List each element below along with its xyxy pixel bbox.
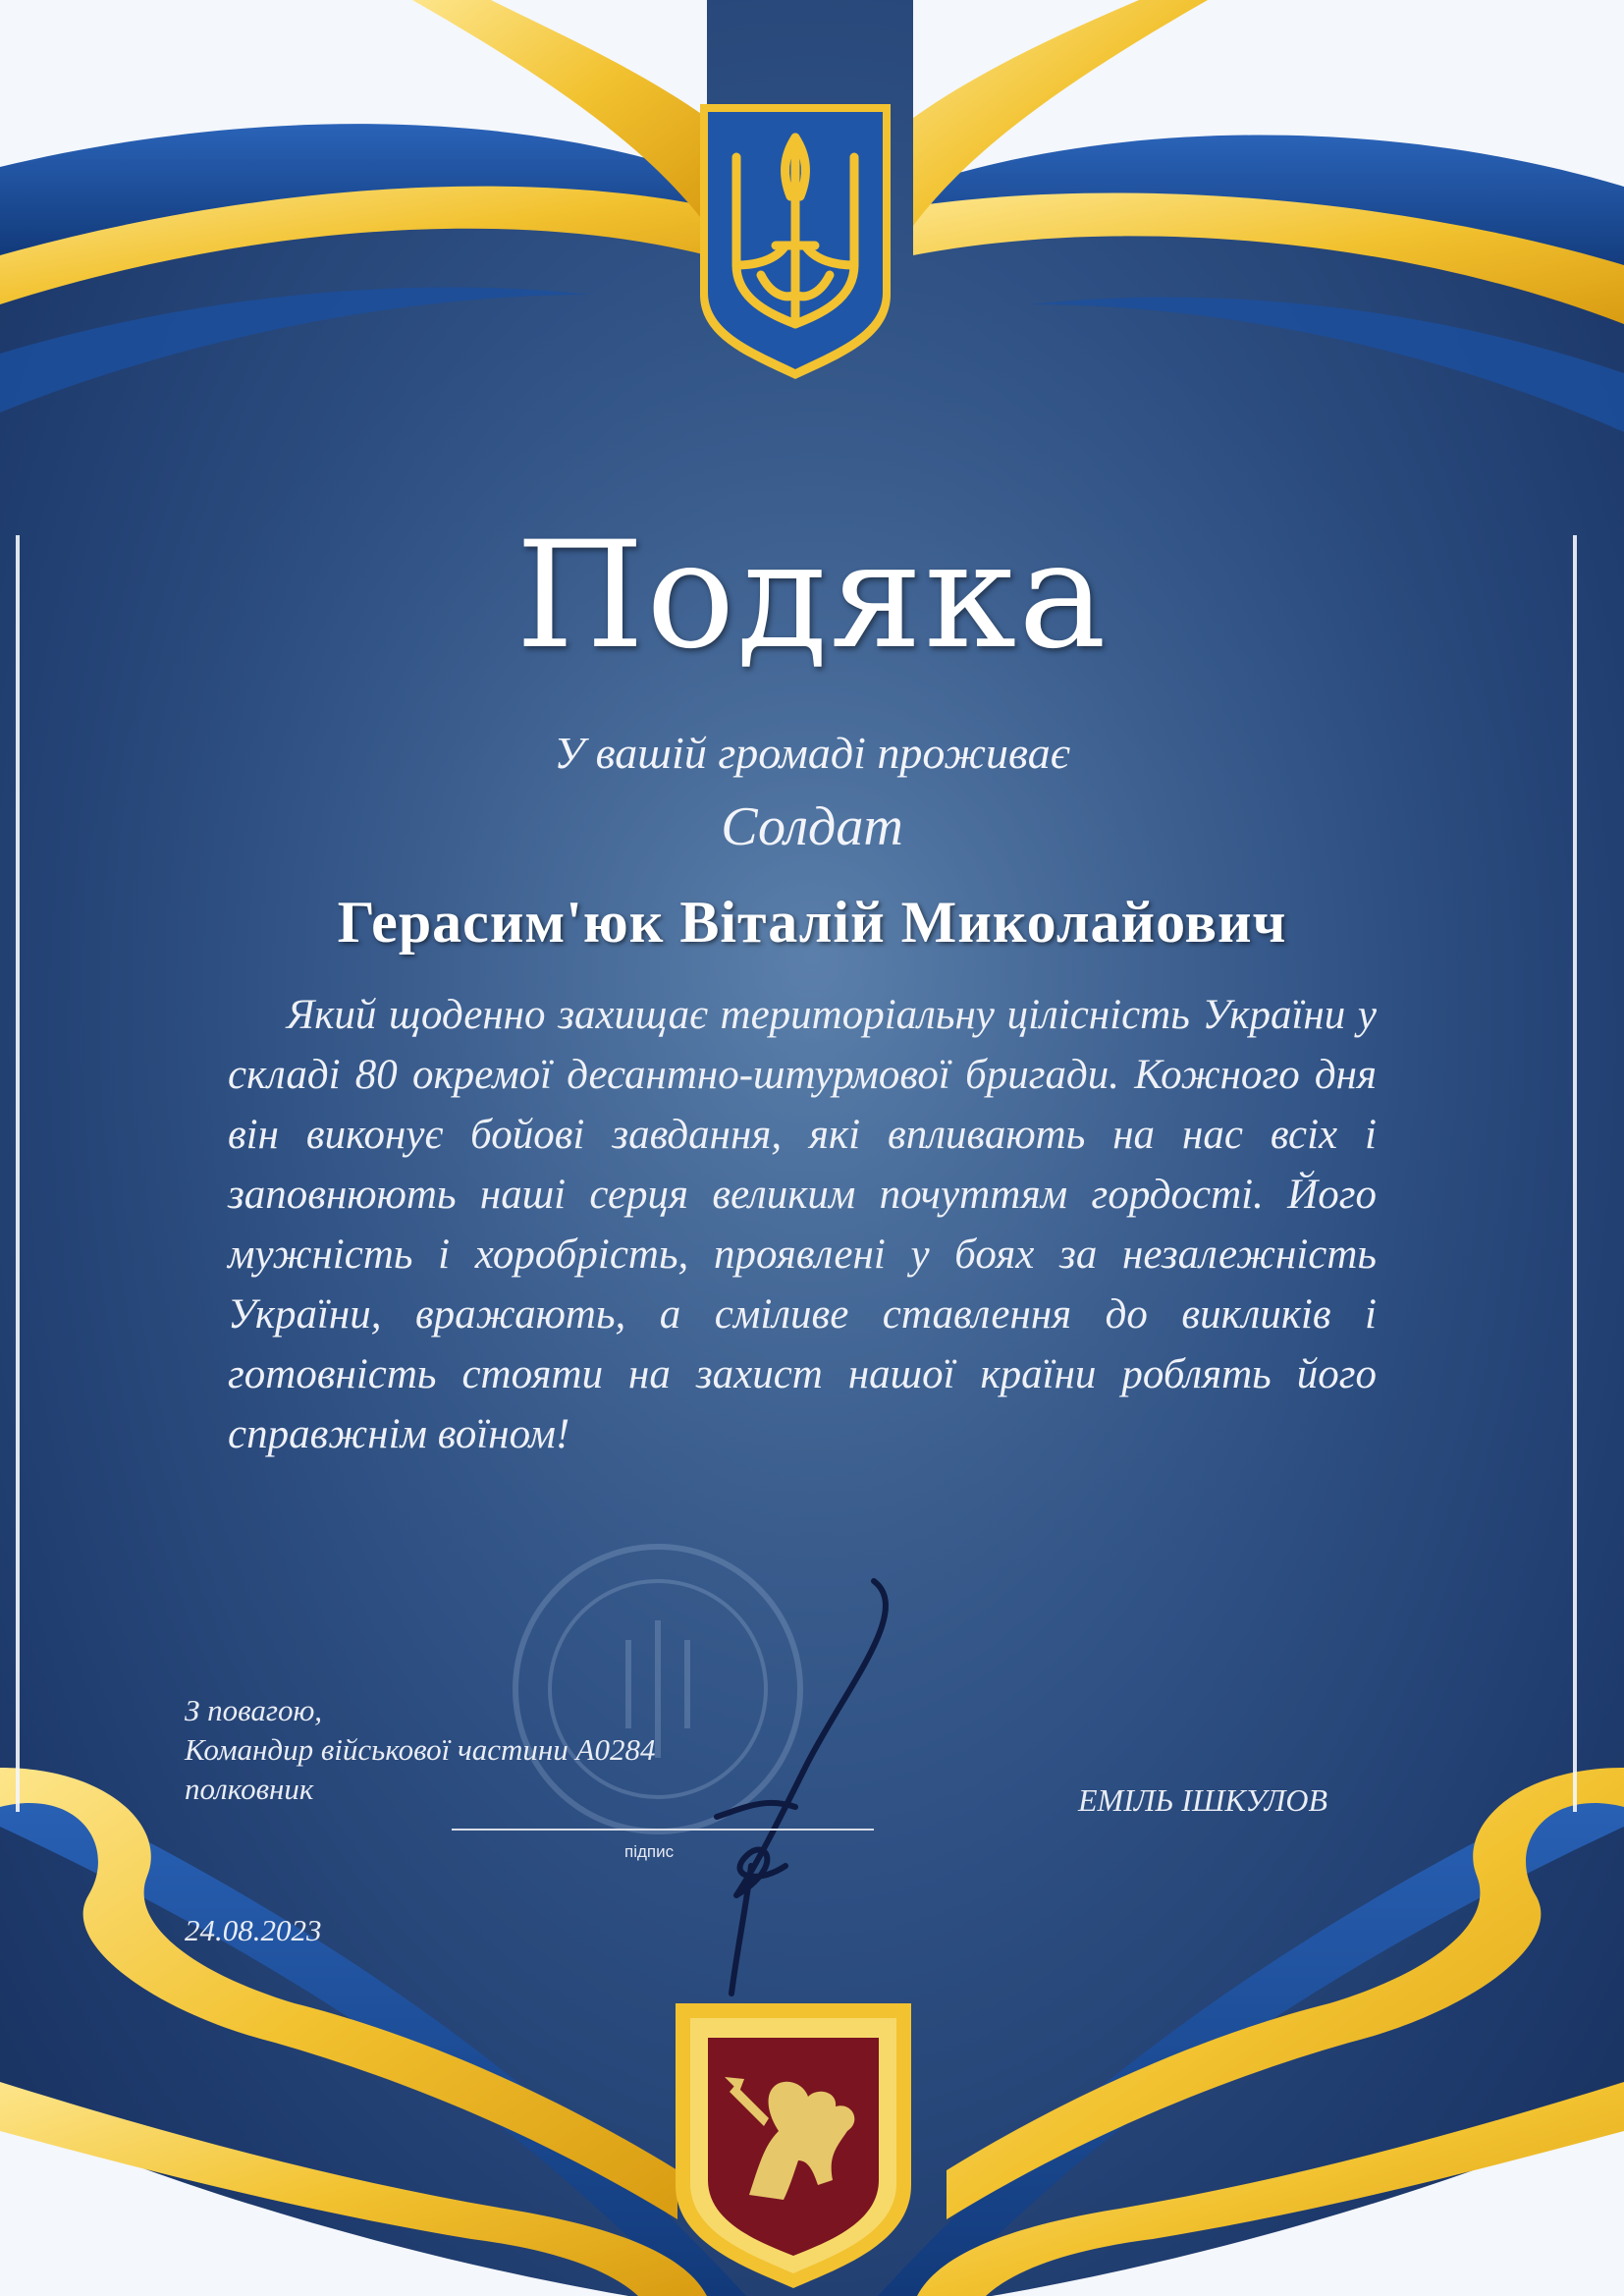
brigade-lion-emblem-icon	[671, 1998, 916, 2293]
signer-name: ЕМІЛЬ ІШКУЛОВ	[1078, 1782, 1328, 1818]
certificate-body-text: Який щоденно захищає територіальну цілісність України у складі 80 окремої десантно-штурмової бригади. Кожного дня він виконує бойові завдання, які впливають на нас всіх і заповнюють наші серця великим почуттям гордості. Його мужність і хоробрість, проявлені у боях за незалежність України, вражають, а сміливе ставлення до викликів і готовність стояти на захист нашої країни роблять його справжнім воїном!	[228, 992, 1377, 1457]
signer-rank: полковник	[185, 1772, 314, 1806]
signature-block	[185, 1691, 656, 1809]
signer-position: Командир військової частини А0284	[185, 1732, 656, 1767]
document-date: 24.08.2023	[185, 1913, 322, 1947]
signature-line	[452, 1829, 874, 1831]
recipient-name: Герасим'юк Віталій Миколайович	[337, 890, 1287, 955]
certificate-title: Подяка	[515, 511, 1109, 682]
recipient-rank: Солдат	[721, 796, 903, 857]
signature-caption: підпис	[624, 1842, 675, 1861]
intro-line: У вашій громаді проживає	[554, 728, 1070, 778]
trident-coat-of-arms-icon	[692, 98, 898, 383]
handwritten-signature	[677, 1571, 913, 2003]
greeting: З повагою,	[185, 1693, 323, 1727]
